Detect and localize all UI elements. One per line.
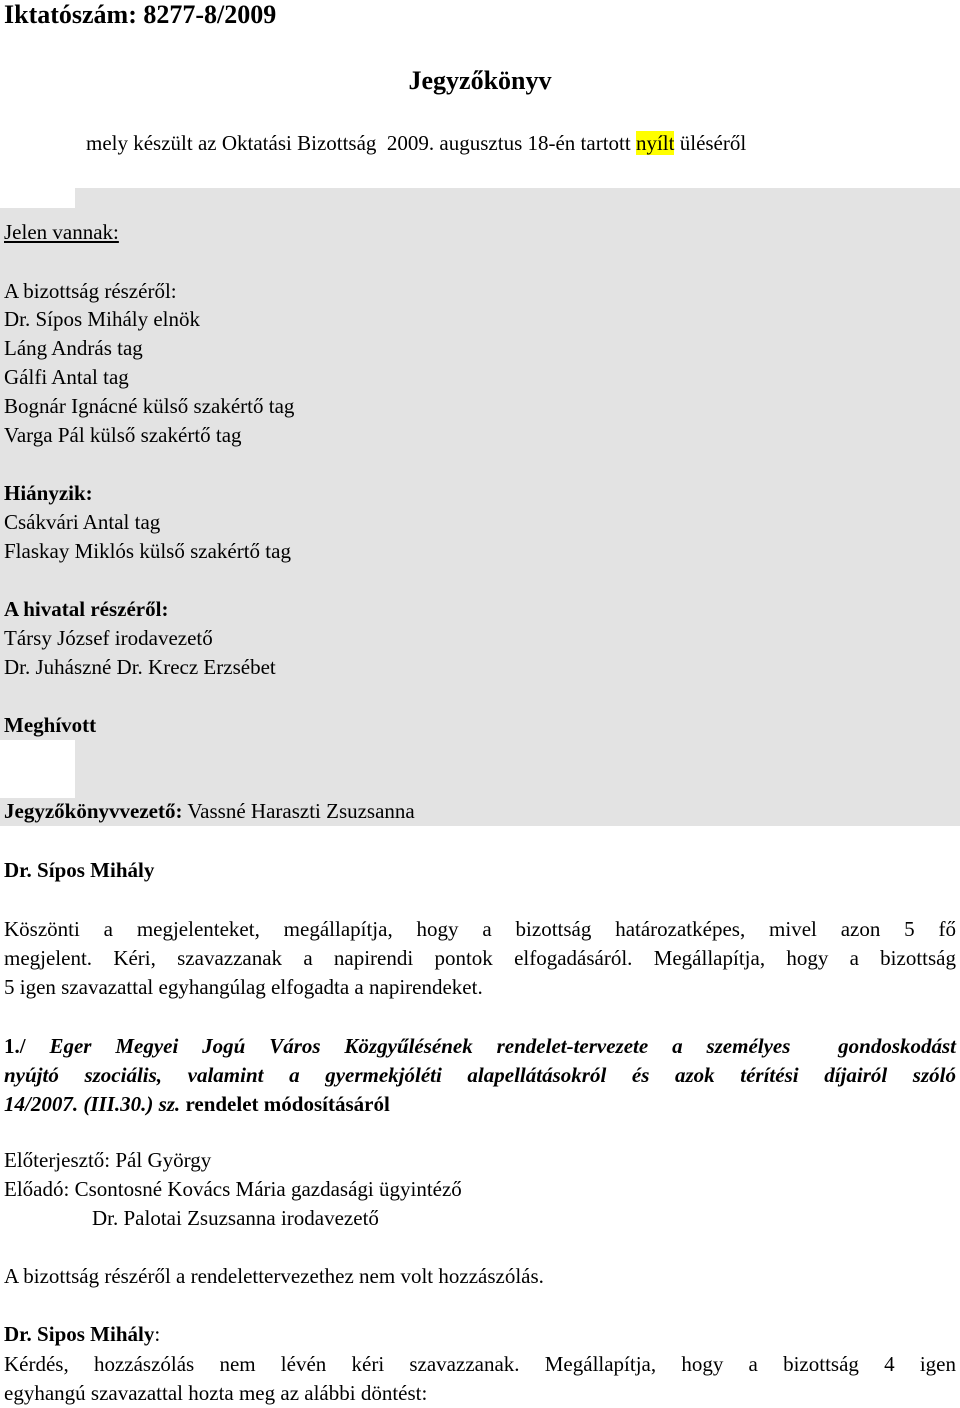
paragraph-line: Kérdés, hozzászólás nem lévén kéri szavazzanak. Megállapítja, hogy a bizottság 4 igen: [4, 1352, 956, 1376]
recorder-label: Jegyzőkönyvvezető:: [4, 799, 183, 823]
office-member: Dr. Juhászné Dr. Krecz Erzsébet: [4, 655, 276, 679]
speaker-name-2: Dr. Sipos Mihály: [4, 1322, 155, 1346]
presenter-line-2: Dr. Palotai Zsuzsanna irodavezető: [92, 1206, 379, 1230]
office-member: Társy József irodavezető: [4, 626, 213, 650]
committee-member: Gálfi Antal tag: [4, 365, 129, 389]
recorder-name: Vassné Haraszti Zsuzsanna: [182, 799, 415, 823]
recorder-line: [4, 799, 415, 824]
speaker-line-2: Dr. Sipos Mihály:: [4, 1322, 161, 1346]
agenda-number: 1./: [4, 1034, 26, 1058]
committee-member: Bognár Ignácné külső szakértő tag: [4, 394, 295, 418]
shaded-block-right: [75, 740, 960, 798]
shaded-block-top: [75, 188, 960, 208]
registry-number: Iktatószám: 8277-8/2009: [4, 0, 277, 29]
submitter-line: Előterjesztő: Pál György: [4, 1148, 212, 1172]
presenter-line: Előadó: Csontosné Kovács Mária gazdasági ügyintéző: [4, 1177, 462, 1201]
agenda-title-line: 1./ Eger Megyei Jogú Város Közgyűlésének rendelet-tervezete a személyes gondoskodást: [4, 1034, 956, 1058]
agenda-title-line: 14/2007. (III.30.) sz. rendelet módosításáról: [4, 1092, 390, 1116]
committee-label: A bizottság részéről:: [4, 279, 177, 303]
paragraph-line: egyhangú szavazattal hozta meg az alábbi döntést:: [4, 1381, 428, 1405]
office-label: A hivatal részéről:: [4, 597, 169, 621]
absent-member: Csákvári Antal tag: [4, 510, 161, 534]
absent-member: Flaskay Miklós külső szakértő tag: [4, 539, 291, 563]
committee-member: Láng András tag: [4, 336, 143, 360]
agenda-item-title: [4, 1032, 956, 1119]
subtitle-text: mely készült az Oktatási Bizottság 2009. augusztus 18-én tartott: [86, 131, 636, 155]
speaker-name: Dr. Sípos Mihály: [4, 858, 155, 882]
subtitle-highlight: nyílt: [635, 131, 675, 155]
paragraph-line: Köszönti a megjelenteket, megállapítja, hogy a bizottság határozatképes, mivel azon 5 fő: [4, 917, 956, 941]
agenda-title-line: nyújtó szociális, valamint a gyermekjóléti alapellátásokról és azok térítési díjairól szóló: [4, 1063, 956, 1087]
invited-label: Meghívott: [4, 713, 97, 737]
subtitle-end: üléséről: [674, 131, 747, 155]
committee-member: Varga Pál külső szakértő tag: [4, 423, 242, 447]
paragraph-line: 5 igen szavazattal egyhangúlag elfogadta a napirendeket.: [4, 975, 483, 999]
document-title: Jegyzőkönyv: [408, 66, 552, 95]
vote-paragraph: [4, 1350, 956, 1408]
opening-paragraph: [4, 915, 956, 1002]
committee-member: Dr. Sípos Mihály elnök: [4, 307, 201, 331]
no-comments-line: A bizottság részéről a rendelettervezethez nem volt hozzászólás.: [4, 1264, 544, 1288]
paragraph-line: megjelent. Kéri, szavazzanak a napirendi pontok elfogadásáról. Megállapítja, hogy a bizottság: [4, 946, 956, 970]
absent-label: Hiányzik:: [4, 481, 93, 505]
document-subtitle: [86, 131, 746, 156]
present-heading: Jelen vannak:: [4, 220, 119, 244]
